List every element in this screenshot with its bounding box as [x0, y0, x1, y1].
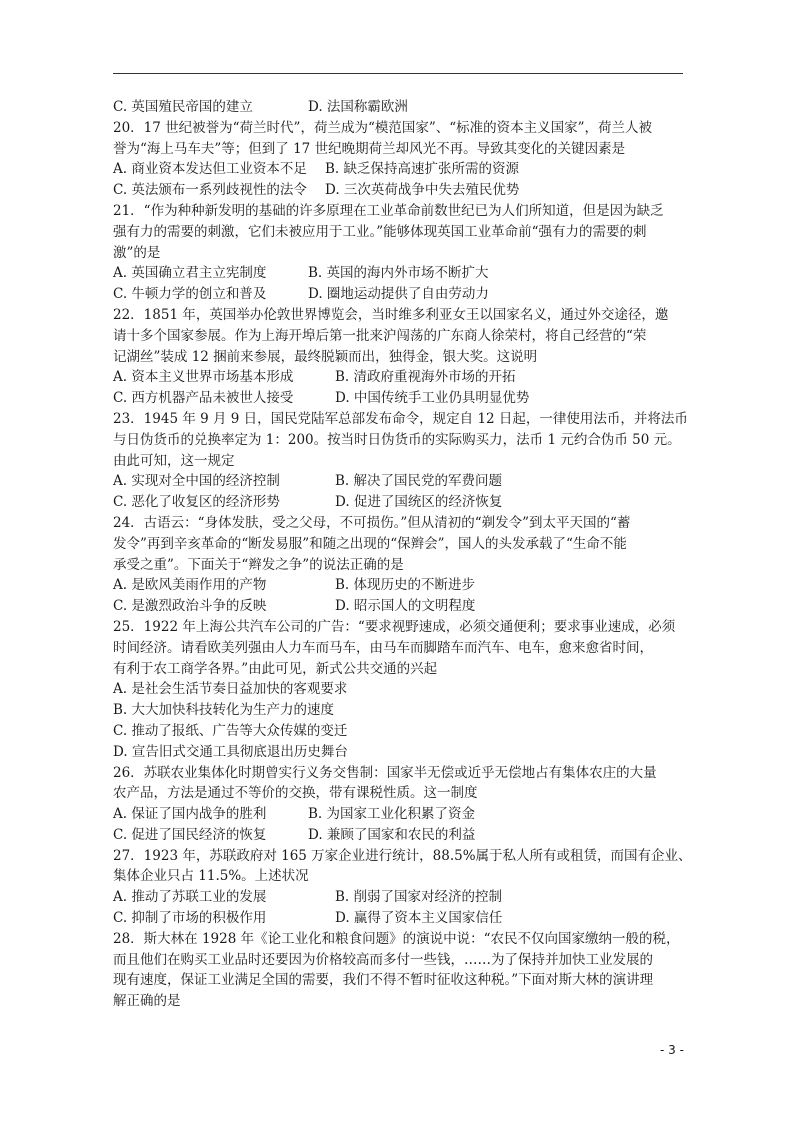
option-line [113, 471, 688, 492]
option-d: D. 宣告旧式交通工具彻底退出历史舞台 [113, 743, 348, 760]
option-line [113, 492, 688, 513]
question-line: 有利于农工商学各界。”由此可见，新式公共交通的兴起 [113, 660, 438, 677]
question-line: 23．1945 年 9 月 9 日，国民党陆军总部发布命令，规定自 12 日起，一律使用法币，并将法币 [113, 410, 688, 427]
option-line [113, 263, 688, 284]
question-line: 集体企业只占 11.5%。上述状况 [113, 868, 309, 885]
option-a: A. 是欧风美雨作用的产物 [113, 577, 267, 594]
question-line: 25．1922 年上海公共汽车公司的广告：“要求视野速成，必须交通便利；要求事业速成，必须 [113, 618, 676, 635]
option-a: A. 保证了国内战争的胜利 [113, 806, 267, 823]
option-line [113, 887, 688, 908]
option-a: A. 商业资本发达但工业资本不足 [113, 161, 307, 178]
option-c: C. 英法颁布一系列歧视性的法令 [113, 182, 307, 199]
option-line [113, 388, 688, 409]
question-line: 誉为“海上马车夫”等；但到了 17 世纪晚期荷兰却风光不再。导致其变化的关键因素是 [113, 140, 626, 157]
question-line: 激”的是 [113, 244, 161, 261]
question-line: 28．斯大林在 1928 年《论工业化和粮食问题》的演说中说：“农民不仅向国家缴纳一般的税， [113, 930, 680, 947]
option-b: B. 体现历史的不断进步 [335, 577, 476, 594]
option-a: A. 推动了苏联工业的发展 [113, 889, 267, 906]
option-c: C. 促进了国民经济的恢复 [113, 826, 267, 843]
option-line [113, 908, 688, 929]
option-c: C. 西方机器产品未被世人接受 [113, 390, 294, 407]
question-line: 由此可知，这一规定 [113, 452, 235, 469]
question-line: 27．1923 年，苏联政府对 165 万家企业进行统计，88.5%属于私人所有或租赁，而国有企业、 [113, 847, 692, 864]
option-d: D. 促进了国统区的经济恢复 [335, 494, 503, 511]
option-line [113, 159, 688, 180]
option-d: D. 法国称霸欧洲 [308, 99, 408, 115]
option-line [113, 180, 688, 201]
question-line: 现有速度，保证工业满足全国的需要，我们不得不暂时征收这种税。”下面对斯大林的演讲理 [113, 972, 654, 989]
option-b: B. 英国的海内外市场不断扩大 [308, 265, 489, 282]
option-b: B. 大大加快科技转化为生产力的速度 [113, 702, 335, 719]
question-line: 26．苏联农业集体化时期曾实行义务交售制：国家半无偿或近乎无偿地占有集体农庄的大量 [113, 764, 657, 781]
question-line: 24．古语云：“身体发肤，受之父母，不可损伤。”但从清初的“剃发令”到太平天国的“蓄 [113, 514, 631, 531]
option-c: C. 是激烈政治斗争的反映 [113, 598, 267, 615]
question-line: 与日伪货币的兑换率定为 1：200。按当时日伪货币的实际购买力，法币 1 元约合伪币 50 元。 [113, 431, 681, 448]
option-line [113, 97, 688, 118]
option-c: C. 抑制了市场的积极作用 [113, 910, 267, 927]
page-content [113, 97, 692, 1012]
question-line: 而且他们在购买工业品时还要因为价格较高而多付一些钱，……为了保持并加快工业发展的 [113, 951, 653, 968]
option-b: B. 解决了国民党的军费问题 [335, 473, 503, 490]
question-line: 21．“作为种种新发明的基础的许多原理在工业革命前数世纪已为人们所知道，但是因为缺乏 [113, 202, 664, 219]
option-c: C. 牛顿力学的创立和普及 [113, 286, 267, 303]
option-a: A. 实现对全中国的经济控制 [113, 473, 280, 490]
option-d: D. 昭示国人的文明程度 [335, 598, 476, 615]
option-d: D. 兼顾了国家和农民的利益 [308, 826, 476, 843]
option-d: D. 中国传统手工业仍具明显优势 [335, 390, 530, 407]
option-line [113, 575, 688, 596]
question-line: 农产品，方法是通过不等价的交换，带有课税性质。这一制度 [113, 785, 478, 802]
question-line: 22．1851 年，英国举办伦敦世界博览会，当时维多利亚女王以国家名义，通过外交途径，邀 [113, 306, 669, 323]
option-a: A. 英国确立君主立宪制度 [113, 265, 267, 282]
option-line [113, 284, 688, 305]
option-c: C. 推动了报纸、广告等大众传媒的变迁 [113, 722, 348, 739]
option-c: C. 恶化了收复区的经济形势 [113, 494, 280, 511]
question-line: 请十多个国家参展。作为上海开埠后第一批来沪闯荡的广东商人徐荣村，将自己经营的“荣 [113, 327, 647, 344]
option-d: D. 赢得了资本主义国家信任 [335, 910, 503, 927]
option-a: A. 是社会生活节奏日益加快的客观要求 [113, 681, 348, 698]
option-b: B. 为国家工业化积累了资金 [308, 806, 476, 823]
page-number: - 3 - [660, 1043, 684, 1057]
option-line [113, 804, 688, 825]
option-line [113, 367, 688, 388]
header-rule [113, 73, 683, 74]
option-a: A. 资本主义世界市场基本形成 [113, 369, 294, 386]
option-c: C. 英国殖民帝国的建立 [113, 99, 253, 115]
question-line: 发令”再到辛亥革命的“断发易服”和随之出现的“保辫会”，国人的头发承载了“生命不能 [113, 535, 627, 552]
option-line [113, 825, 688, 846]
question-line: 承受之重”。下面关于“辫发之争”的说法正确的是 [113, 556, 404, 573]
option-d: D. 三次英荷战争中失去殖民优势 [325, 182, 520, 199]
question-line: 时间经济。请看欧美列强由人力车而马车，由马车而脚踏车而汽车、电车，愈来愈省时间， [113, 639, 653, 656]
option-b: B. 清政府重视海外市场的开拓 [335, 369, 516, 386]
option-line [113, 596, 688, 617]
question-line: 解正确的是 [113, 993, 181, 1010]
option-b: B. 缺乏保持高速扩张所需的资源 [325, 161, 520, 178]
option-d: D. 圈地运动提供了自由劳动力 [308, 286, 489, 303]
question-line: 强有力的需要的刺激，它们未被应用于工业。”能够体现英国工业革命前“强有力的需要的刺 [113, 223, 647, 240]
option-b: B. 削弱了国家对经济的控制 [335, 889, 503, 906]
question-line: 记湖丝”装成 12 捆前来参展，最终脱颖而出，独得金，银大奖。这说明 [113, 348, 538, 365]
question-line: 20．17 世纪被誉为“荷兰时代”，荷兰成为“模范国家”、“标准的资本主义国家”，荷兰人被 [113, 119, 653, 136]
